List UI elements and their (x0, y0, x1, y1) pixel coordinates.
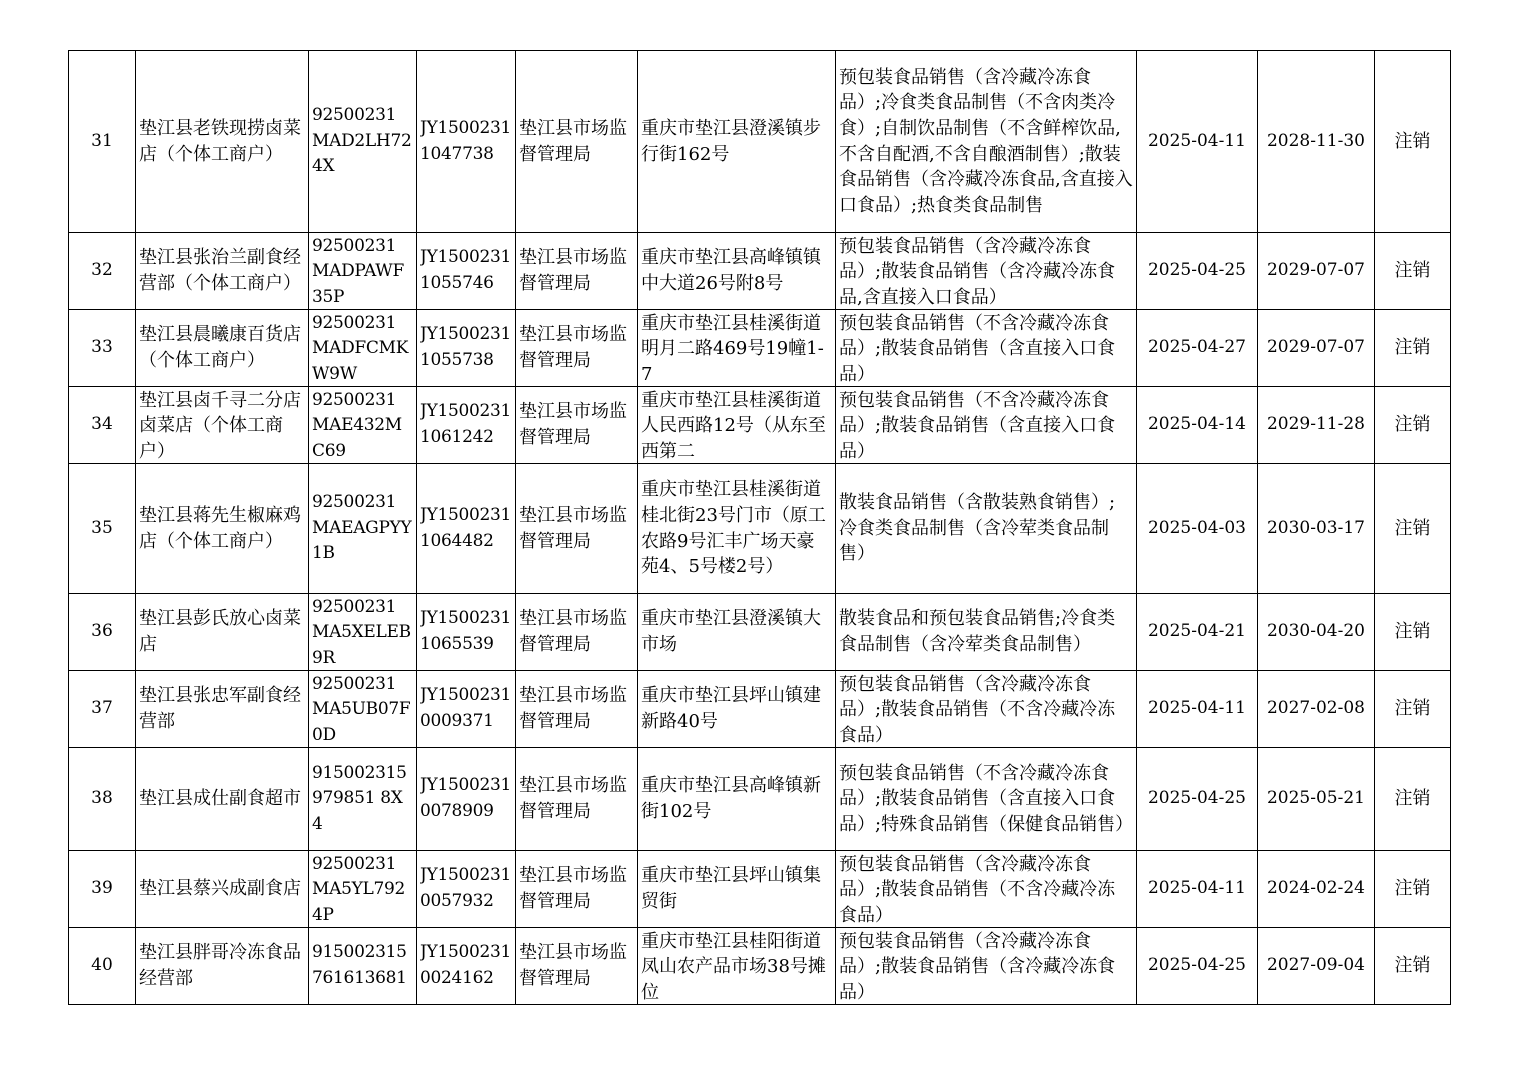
business-address (638, 464, 836, 594)
valid-until-date-text: 2029-07-07 (1266, 337, 1365, 358)
status-cell (1375, 464, 1451, 594)
issuing-authority-text: 垫江县市场监督管理局 (519, 865, 627, 912)
row-number (69, 594, 136, 671)
license-number (417, 387, 516, 464)
business-name (136, 594, 309, 671)
row-number-text: 33 (91, 337, 113, 358)
valid-until-date (1258, 851, 1375, 928)
issuing-authority-text: 垫江县市场监督管理局 (519, 324, 627, 371)
business-name (136, 748, 309, 851)
row-number (69, 928, 136, 1005)
issuing-authority-text: 垫江县市场监督管理局 (519, 504, 627, 552)
cancellation-date-text: 2025-04-14 (1147, 414, 1246, 435)
license-number-text: JY15002311055738 (420, 324, 512, 370)
license-number-text: JY15002311047738 (420, 117, 512, 164)
license-number-text: JY15002310078909 (420, 775, 512, 821)
credit-code (309, 928, 417, 1005)
credit-code-text: 92500231MADPAWF35P (312, 235, 404, 307)
license-number-text: JY15002311061242 (420, 401, 512, 447)
row-number-text: 32 (91, 260, 113, 281)
business-name (136, 51, 309, 233)
business-name-text: 垫江县张忠军副食经营部 (139, 685, 301, 732)
valid-until-date-text: 2029-07-07 (1266, 260, 1365, 281)
status-cell (1375, 594, 1451, 671)
business-name (136, 851, 309, 928)
license-number (417, 464, 516, 594)
business-scope-text: 预包装食品销售（含冷藏冷冻食品）;散装食品销售（含冷藏冷冻食品） (839, 930, 1116, 1003)
cancellation-date (1137, 594, 1258, 671)
license-number (417, 51, 516, 233)
business-name (136, 310, 309, 387)
valid-until-date (1258, 310, 1375, 387)
business-address (638, 387, 836, 464)
issuing-authority (516, 671, 638, 748)
business-address (638, 594, 836, 671)
row-number (69, 310, 136, 387)
business-address-text: 重庆市垫江县坪山镇集贸街 (641, 865, 821, 912)
table-row (69, 594, 1451, 671)
table-row (69, 928, 1451, 1005)
cancellation-date (1137, 928, 1258, 1005)
credit-code (309, 464, 417, 594)
business-scope (836, 748, 1137, 851)
license-number (417, 233, 516, 310)
cancellation-date (1137, 464, 1258, 594)
business-address-text: 重庆市垫江县澄溪镇步行街162号 (641, 117, 821, 165)
business-scope (836, 51, 1137, 233)
cancellation-date (1137, 387, 1258, 464)
business-name (136, 671, 309, 748)
row-number (69, 671, 136, 748)
business-scope-text: 预包装食品销售（不含冷藏冷冻食品）;散装食品销售（含直接入口食品）;特殊食品销售（保健食品销售） (839, 762, 1133, 835)
cancellation-date (1137, 748, 1258, 851)
credit-code (309, 310, 417, 387)
status-cell-text: 注销 (1394, 698, 1431, 720)
valid-until-date (1258, 594, 1375, 671)
business-address-text: 重庆市垫江县坪山镇建新路40号 (641, 685, 821, 732)
row-number-text: 35 (91, 517, 113, 538)
valid-until-date (1258, 748, 1375, 851)
status-cell (1375, 748, 1451, 851)
status-cell-text: 注销 (1394, 955, 1431, 977)
row-number (69, 51, 136, 233)
business-name (136, 928, 309, 1005)
issuing-authority (516, 387, 638, 464)
cancellation-date-text: 2025-04-25 (1147, 788, 1246, 809)
valid-until-date (1258, 387, 1375, 464)
row-number-text: 40 (91, 955, 113, 976)
row-number (69, 233, 136, 310)
business-name-text: 垫江县彭氏放心卤菜店 (139, 608, 301, 655)
business-name-text: 垫江县卤千寻二分店卤菜店（个体工商户） (139, 389, 301, 462)
valid-until-date-text: 2025-05-21 (1266, 788, 1365, 809)
business-name-text: 垫江县晨曦康百货店（个体工商户） (139, 324, 301, 371)
license-number-text: JY15002310009371 (420, 685, 512, 731)
credit-code-text: 915002315761613681 (312, 942, 407, 988)
business-scope (836, 464, 1137, 594)
business-name (136, 387, 309, 464)
business-address (638, 233, 836, 310)
status-cell-text: 注销 (1394, 788, 1431, 810)
license-number-text: JY15002311064482 (420, 504, 512, 551)
business-address (638, 928, 836, 1005)
issuing-authority-text: 垫江县市场监督管理局 (519, 117, 627, 165)
business-scope-text: 预包装食品销售（不含冷藏冷冻食品）;散装食品销售（含直接入口食品） (839, 389, 1116, 462)
business-address-text: 重庆市垫江县桂溪街道桂北街23号门市（原工农路9号汇丰广场天豪苑4、5号楼2号） (641, 479, 826, 578)
license-number-text: JY15002310024162 (420, 942, 512, 988)
business-name-text: 垫江县张治兰副食经营部（个体工商户） (139, 247, 301, 294)
credit-code-text: 92500231MAD2LH724X (312, 105, 412, 177)
valid-until-date-text: 2028-11-30 (1266, 130, 1365, 151)
issuing-authority-text: 垫江县市场监督管理局 (519, 608, 627, 655)
valid-until-date (1258, 671, 1375, 748)
credit-code-text: 92500231MA5YL7924P (312, 853, 406, 925)
business-scope-text: 预包装食品销售（含冷藏冷冻食品）;散装食品销售（含冷藏冷冻食品,含直接入口食品） (839, 235, 1116, 308)
business-address-text: 重庆市垫江县澄溪镇大市场 (641, 608, 821, 655)
business-scope-text: 预包装食品销售（不含冷藏冷冻食品）;散装食品销售（含直接入口食品） (839, 312, 1116, 385)
table-row (69, 51, 1451, 233)
business-name-text: 垫江县胖哥冷冻食品经营部 (139, 942, 301, 989)
valid-until-date-text: 2027-09-04 (1266, 955, 1365, 976)
status-cell-text: 注销 (1394, 130, 1431, 152)
issuing-authority (516, 233, 638, 310)
business-name (136, 233, 309, 310)
business-address (638, 851, 836, 928)
credit-code-text: 915002315979851 8X4 (312, 762, 407, 834)
business-scope-text: 预包装食品销售（含冷藏冷冻食品）;冷食类食品制售（不含肉类冷食）;自制饮品制售（不含鲜榨饮品,不含自配酒,不含自酿酒制售）;散装食品销售（含冷藏冷冻食品,含直接入口食品）;热食类食品制售 (839, 66, 1133, 216)
business-name-text: 垫江县老铁现捞卤菜店（个体工商户） (139, 117, 301, 165)
cancellation-date (1137, 233, 1258, 310)
license-number (417, 928, 516, 1005)
valid-until-date-text: 2030-04-20 (1266, 621, 1365, 642)
issuing-authority (516, 464, 638, 594)
valid-until-date-text: 2024-02-24 (1266, 878, 1365, 899)
issuing-authority (516, 851, 638, 928)
credit-code (309, 51, 417, 233)
issuing-authority-text: 垫江县市场监督管理局 (519, 942, 627, 989)
issuing-authority (516, 594, 638, 671)
row-number (69, 387, 136, 464)
business-address-text: 重庆市垫江县桂溪街道明月二路469号19幢1-7 (641, 312, 824, 385)
issuing-authority-text: 垫江县市场监督管理局 (519, 401, 627, 448)
cancellation-date-text: 2025-04-03 (1147, 517, 1246, 538)
credit-code-text: 92500231MAE432MC69 (312, 389, 402, 461)
credit-code (309, 851, 417, 928)
row-number (69, 464, 136, 594)
business-name-text: 垫江县成仕副食超市 (139, 788, 301, 810)
business-scope (836, 387, 1137, 464)
business-scope-text: 散装食品销售（含散装熟食销售）;冷食类食品制售（含冷荤类食品制售） (839, 492, 1116, 565)
credit-code-text: 92500231MAEAGPYY1B (312, 492, 412, 564)
cancellation-date-text: 2025-04-25 (1147, 955, 1246, 976)
status-cell-text: 注销 (1394, 337, 1431, 359)
license-number-text: JY15002311065539 (420, 608, 512, 654)
table-row (69, 387, 1451, 464)
status-cell-text: 注销 (1394, 621, 1431, 643)
table-row (69, 851, 1451, 928)
business-scope (836, 851, 1137, 928)
valid-until-date-text: 2029-11-28 (1266, 414, 1365, 435)
status-cell-text: 注销 (1394, 414, 1431, 436)
business-address-text: 重庆市垫江县高峰镇镇中大道26号附8号 (641, 247, 821, 294)
cancellation-date-text: 2025-04-27 (1147, 337, 1246, 358)
credit-code-text: 92500231MA5UB07F0D (312, 673, 411, 745)
issuing-authority-text: 垫江县市场监督管理局 (519, 775, 627, 822)
status-cell-text: 注销 (1394, 260, 1431, 282)
issuing-authority (516, 748, 638, 851)
row-number-text: 37 (91, 698, 113, 719)
valid-until-date (1258, 928, 1375, 1005)
issuing-authority-text: 垫江县市场监督管理局 (519, 685, 627, 732)
business-address-text: 重庆市垫江县桂阳街道凤山农产品市场38号摊位 (641, 930, 826, 1003)
issuing-authority (516, 310, 638, 387)
credit-code (309, 671, 417, 748)
cancellation-date (1137, 671, 1258, 748)
cancellation-date (1137, 310, 1258, 387)
status-cell (1375, 387, 1451, 464)
license-number (417, 851, 516, 928)
business-scope (836, 928, 1137, 1005)
business-address (638, 51, 836, 233)
business-name (136, 464, 309, 594)
credit-code (309, 748, 417, 851)
business-address (638, 310, 836, 387)
table-row (69, 233, 1451, 310)
row-number-text: 31 (91, 130, 113, 151)
table-row (69, 464, 1451, 594)
credit-code (309, 233, 417, 310)
status-cell-text: 注销 (1394, 517, 1431, 539)
valid-until-date-text: 2030-03-17 (1266, 517, 1365, 538)
row-number-text: 34 (91, 414, 113, 435)
license-number (417, 594, 516, 671)
row-number-text: 39 (91, 878, 113, 899)
business-address-text: 重庆市垫江县高峰镇新街102号 (641, 775, 821, 822)
issuing-authority (516, 928, 638, 1005)
issuing-authority-text: 垫江县市场监督管理局 (519, 247, 627, 294)
license-number (417, 748, 516, 851)
business-scope (836, 671, 1137, 748)
cancellation-date-text: 2025-04-11 (1147, 130, 1246, 151)
valid-until-date-text: 2027-02-08 (1266, 698, 1365, 719)
status-cell (1375, 310, 1451, 387)
cancellation-date (1137, 851, 1258, 928)
credit-code-text: 92500231MADFCMKW9W (312, 312, 409, 384)
credit-code-text: 92500231MA5XELEB9R (312, 596, 411, 668)
business-scope (836, 310, 1137, 387)
valid-until-date (1258, 464, 1375, 594)
table-row (69, 310, 1451, 387)
license-number-text: JY15002310057932 (420, 865, 512, 911)
license-number (417, 310, 516, 387)
table-body (69, 51, 1451, 1005)
credit-code (309, 594, 417, 671)
status-cell (1375, 851, 1451, 928)
cancellation-date-text: 2025-04-25 (1147, 260, 1246, 281)
license-cancellation-table (68, 50, 1451, 1005)
license-number (417, 671, 516, 748)
row-number (69, 748, 136, 851)
valid-until-date (1258, 233, 1375, 310)
business-address-text: 重庆市垫江县桂溪街道人民西路12号（从东至西第二 (641, 389, 826, 462)
cancellation-date (1137, 51, 1258, 233)
business-name-text: 垫江县蔡兴成副食店 (139, 878, 301, 900)
business-scope-text: 预包装食品销售（含冷藏冷冻食品）;散装食品销售（不含冷藏冷冻食品） (839, 853, 1116, 926)
row-number (69, 851, 136, 928)
row-number-text: 36 (91, 621, 113, 642)
credit-code (309, 387, 417, 464)
issuing-authority (516, 51, 638, 233)
cancellation-date-text: 2025-04-21 (1147, 621, 1246, 642)
business-address (638, 748, 836, 851)
business-scope-text: 预包装食品销售（含冷藏冷冻食品）;散装食品销售（不含冷藏冷冻食品） (839, 673, 1116, 746)
status-cell (1375, 671, 1451, 748)
status-cell-text: 注销 (1394, 878, 1431, 900)
status-cell (1375, 928, 1451, 1005)
cancellation-date-text: 2025-04-11 (1147, 878, 1246, 899)
row-number-text: 38 (91, 788, 113, 809)
table-row (69, 748, 1451, 851)
business-scope (836, 594, 1137, 671)
cancellation-date-text: 2025-04-11 (1147, 698, 1246, 719)
table-row (69, 671, 1451, 748)
status-cell (1375, 51, 1451, 233)
status-cell (1375, 233, 1451, 310)
valid-until-date (1258, 51, 1375, 233)
business-scope (836, 233, 1137, 310)
license-number-text: JY15002311055746 (420, 247, 512, 293)
business-scope-text: 散装食品和预包装食品销售;冷食类食品制售（含冷荤类食品制售） (839, 608, 1116, 655)
business-name-text: 垫江县蒋先生椒麻鸡店（个体工商户） (139, 504, 301, 552)
business-address (638, 671, 836, 748)
